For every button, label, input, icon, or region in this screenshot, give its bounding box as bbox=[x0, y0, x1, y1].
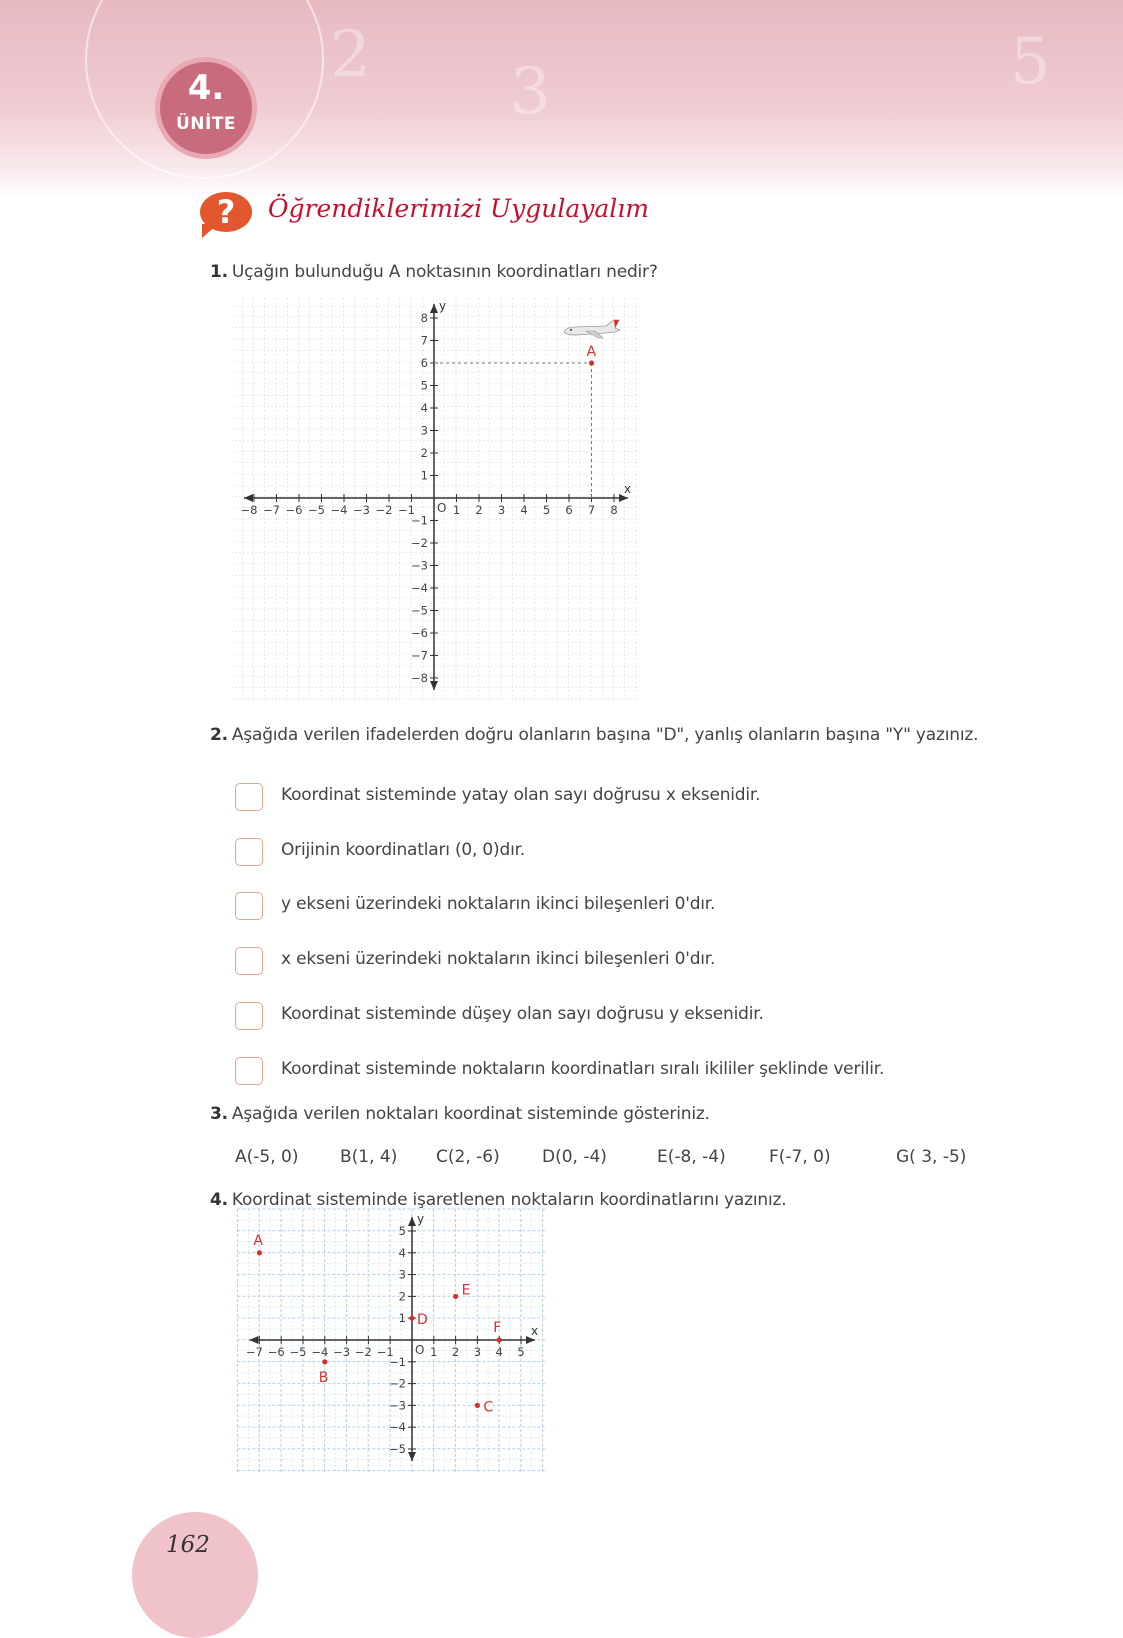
x-tick-label: −2 bbox=[354, 1345, 372, 1359]
answer-box[interactable] bbox=[235, 783, 263, 811]
y-tick-label: 4 bbox=[420, 401, 428, 415]
x-axis-label: x bbox=[531, 1324, 539, 1338]
y-tick-label: 4 bbox=[398, 1245, 406, 1260]
y-tick-label: −1 bbox=[389, 1354, 406, 1369]
y-tick-label: −3 bbox=[389, 1398, 406, 1413]
y-tick-label: −6 bbox=[411, 626, 428, 640]
statement-text: Koordinat sisteminde yatay olan sayı doğrusu x eksenidir. bbox=[281, 785, 761, 805]
statement-item bbox=[235, 1055, 1055, 1087]
y-axis-arrow-up bbox=[408, 1217, 416, 1226]
y-tick-label: 1 bbox=[420, 468, 428, 483]
y-tick-label: −4 bbox=[389, 1420, 406, 1435]
x-tick-label: −7 bbox=[245, 1345, 263, 1359]
statement-text: y ekseni üzerindeki noktaların ikinci bileşenleri 0'dır. bbox=[281, 894, 716, 914]
x-tick-label: 7 bbox=[587, 503, 596, 517]
origin-label: O bbox=[415, 1343, 425, 1357]
y-tick-label: −3 bbox=[411, 558, 428, 573]
x-tick-label: −3 bbox=[353, 503, 370, 517]
x-tick-label: 3 bbox=[473, 1345, 482, 1359]
point-item: E(-8, -4) bbox=[657, 1147, 726, 1167]
x-axis-arrow-left bbox=[249, 1336, 258, 1344]
y-tick-label: 6 bbox=[420, 356, 428, 370]
y-tick-label: 5 bbox=[420, 378, 428, 393]
point-item: A(-5, 0) bbox=[235, 1147, 299, 1167]
point-label-f: F bbox=[493, 1320, 502, 1336]
y-tick-label: −4 bbox=[411, 581, 428, 595]
y-tick-label: 8 bbox=[420, 311, 428, 325]
unit-number: 4. bbox=[187, 68, 225, 108]
statement-text: x ekseni üzerindeki noktaların ikinci bileşenleri 0'dır. bbox=[281, 949, 716, 969]
y-tick-label: 5 bbox=[398, 1224, 406, 1238]
y-tick-label: −1 bbox=[411, 513, 428, 528]
x-tick-label: 1 bbox=[452, 503, 461, 517]
y-axis-arrow-down bbox=[430, 681, 438, 690]
x-tick-label: 1 bbox=[430, 1345, 438, 1359]
point-item: F(-7, 0) bbox=[769, 1147, 831, 1167]
coordinate-plane-q1 bbox=[232, 296, 644, 708]
answer-box[interactable] bbox=[235, 1057, 263, 1085]
y-axis-label: y bbox=[439, 299, 447, 313]
point-e bbox=[453, 1294, 458, 1299]
unit-badge bbox=[160, 62, 252, 154]
y-tick-label: 2 bbox=[420, 446, 428, 460]
y-tick-label: 1 bbox=[398, 1311, 406, 1326]
x-axis-arrow-left bbox=[244, 494, 253, 502]
question-3 bbox=[210, 1104, 710, 1124]
y-tick-label: −2 bbox=[389, 1376, 406, 1391]
x-tick-label: 2 bbox=[475, 503, 483, 517]
point-c bbox=[475, 1403, 480, 1408]
x-tick-label: 3 bbox=[497, 503, 506, 517]
y-tick-label: −2 bbox=[411, 536, 428, 550]
y-tick-label: 2 bbox=[398, 1289, 406, 1304]
point-label-a: A bbox=[586, 344, 597, 360]
background-digit: 5 bbox=[1010, 25, 1051, 99]
point-item: B(1, 4) bbox=[340, 1147, 398, 1167]
statement-item bbox=[235, 781, 1055, 813]
question-number: 4. bbox=[210, 1190, 228, 1210]
y-tick-label: −5 bbox=[411, 603, 428, 618]
point-item: D(0, -4) bbox=[542, 1147, 607, 1167]
x-tick-label: −3 bbox=[333, 1345, 351, 1359]
background-digit: 2 bbox=[330, 18, 371, 92]
statement-item bbox=[235, 890, 1055, 922]
speech-bubble-tail bbox=[202, 224, 218, 238]
question-number: 2. bbox=[210, 725, 228, 745]
question-text: Uçağın bulunduğu A noktasının koordinatları nedir? bbox=[231, 262, 658, 282]
point-a bbox=[257, 1250, 262, 1255]
y-tick-label: 3 bbox=[398, 1267, 406, 1282]
coordinate-plane-q4 bbox=[232, 1206, 552, 1496]
answer-box[interactable] bbox=[235, 838, 263, 866]
x-tick-label: 6 bbox=[565, 503, 573, 517]
x-tick-label: 4 bbox=[520, 503, 528, 517]
answer-box[interactable] bbox=[235, 1002, 263, 1030]
origin-label: O bbox=[437, 501, 447, 515]
x-tick-label: −6 bbox=[267, 1345, 285, 1359]
x-tick-label: −1 bbox=[398, 503, 415, 517]
question-2 bbox=[210, 725, 978, 745]
x-tick-label: −8 bbox=[240, 503, 258, 517]
x-tick-label: 5 bbox=[517, 1345, 525, 1359]
question-1 bbox=[210, 262, 658, 282]
statement-text: Orijinin koordinatları (0, 0)dır. bbox=[281, 840, 526, 860]
x-tick-label: −1 bbox=[376, 1345, 394, 1359]
question-text: Aşağıda verilen noktaları koordinat sisteminde gösteriniz. bbox=[231, 1104, 710, 1124]
question-mark-icon: ? bbox=[200, 192, 252, 232]
x-tick-label: −2 bbox=[375, 503, 393, 517]
x-tick-label: 8 bbox=[610, 503, 618, 517]
answer-box[interactable] bbox=[235, 947, 263, 975]
section-heading bbox=[200, 190, 700, 240]
y-tick-label: 3 bbox=[420, 423, 428, 438]
x-tick-label: −4 bbox=[311, 1345, 329, 1359]
x-tick-label: −5 bbox=[289, 1345, 307, 1359]
y-tick-label: −8 bbox=[411, 671, 428, 685]
section-title: Öğrendiklerimizi Uygulayalım bbox=[268, 194, 649, 223]
statement-text: Koordinat sisteminde noktaların koordinatları sıralı ikililer şeklinde verilir. bbox=[281, 1059, 885, 1079]
unit-label: ÜNİTE bbox=[175, 114, 237, 134]
point-d bbox=[409, 1316, 414, 1321]
point-f bbox=[497, 1337, 502, 1342]
x-tick-label: −5 bbox=[308, 503, 325, 517]
point-label-e: E bbox=[461, 1282, 471, 1299]
x-tick-label: −6 bbox=[285, 503, 303, 517]
y-axis-label: y bbox=[417, 1212, 425, 1226]
point-label-a: A bbox=[253, 1232, 263, 1249]
x-tick-label: 2 bbox=[451, 1345, 460, 1359]
point-b bbox=[322, 1359, 327, 1364]
airplane-icon bbox=[564, 320, 620, 338]
point-label-c: C bbox=[483, 1399, 494, 1416]
x-tick-label: 4 bbox=[495, 1345, 503, 1359]
page-number-circle bbox=[132, 1512, 258, 1638]
point-item: C(2, -6) bbox=[436, 1147, 500, 1167]
point-a bbox=[589, 360, 594, 365]
point-label-b: B bbox=[318, 1369, 329, 1386]
question-text: Aşağıda verilen ifadelerden doğru olanların başına "D", yanlış olanların başına "Y" yazınız. bbox=[231, 725, 979, 745]
statement-item bbox=[235, 945, 1055, 977]
answer-box[interactable] bbox=[235, 892, 263, 920]
statement-text: Koordinat sisteminde düşey olan sayı doğrusu y eksenidir. bbox=[281, 1004, 764, 1024]
statement-item bbox=[235, 836, 1055, 868]
y-tick-label: −7 bbox=[411, 648, 428, 663]
page-number: 162 bbox=[166, 1532, 210, 1558]
x-tick-label: 5 bbox=[542, 503, 551, 517]
point-item: G( 3, -5) bbox=[896, 1147, 967, 1167]
x-tick-label: −4 bbox=[330, 503, 348, 517]
question-number: 3. bbox=[210, 1104, 228, 1124]
x-axis-label: x bbox=[624, 482, 632, 496]
y-tick-label: −5 bbox=[389, 1442, 406, 1456]
point-label-d: D bbox=[417, 1312, 428, 1329]
question-number: 1. bbox=[210, 262, 228, 282]
x-tick-label: −7 bbox=[263, 503, 280, 517]
statement-item bbox=[235, 1000, 1055, 1032]
y-tick-label: 7 bbox=[420, 333, 428, 348]
background-digit: 3 bbox=[510, 55, 551, 129]
question-text: Koordinat sisteminde işaretlenen noktaların koordinatlarını yazınız. bbox=[231, 1190, 787, 1210]
